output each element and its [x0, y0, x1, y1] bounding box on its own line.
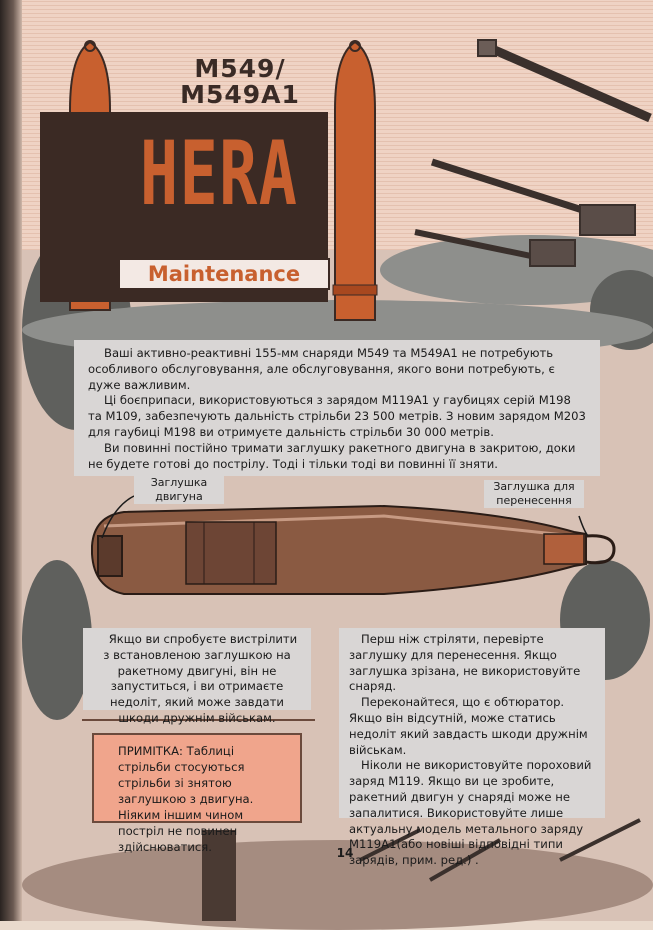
- right-paragraph-2: Переконайтеся, що є обтюратор. Якщо він відсутній, може статись недоліт який завдасть шкоди дружнім військам.: [349, 695, 588, 757]
- hera-title: HERA: [140, 122, 299, 225]
- intro-text-box: [74, 340, 600, 476]
- projectile-body: [92, 506, 586, 594]
- shell-right-icon: [333, 41, 377, 320]
- note-box: ПРИМІТКА: Таблиці стрільби стосуються стрільби зі знятою заглушкою з двигуна. Ніяким іншим чином постріл не повинен здійснюватися.: [92, 733, 302, 823]
- intro-paragraph-2: Ці боєприпаси, використовуються з зарядом M119A1 у гаубицях серій M198 та M109, забезпечують дальність стрільби 23 500 метрів. З новим зарядом M203 для гаубиці M198 ви отримуєте дальність стрільби 30 000 метрів.: [88, 393, 586, 439]
- model-line-2: M549A1: [180, 80, 300, 109]
- maintenance-label: Maintenance: [147, 262, 301, 286]
- intro-paragraph-3: Ви повинні постійно тримати заглушку ракетного двигуна в закритою, доки не будете готові до пострілу. Тоді і тільки тоді ви повинні її зняти.: [88, 440, 576, 471]
- projectile-diagram: [74, 476, 630, 626]
- howitzer-icon: [415, 40, 650, 266]
- motor-plug-icon: [98, 536, 122, 576]
- model-title: [165, 56, 315, 108]
- right-paragraph-1: Перш ніж стріляти, перевірте заглушку для перенесення. Якщо заглушка зрізана, не використовуйте снаряд.: [349, 632, 581, 694]
- right-paragraph-3: Ніколи не використовуйте пороховий заряд M119. Якщо ви це зробите, ракетний двигун у снаряді може не запалитися. Використовуйте лише актуальну модель метального заряду M119A1(або новіші відповідні типи зарядів, прим. ред.) .: [349, 758, 592, 868]
- left-paragraph-1: Якщо ви спробуєте вистрілити з встановленою заглушкою на ракетному двигуні, він не запуститься, і ви отримаєте недоліт, який може завдати шкоди дружнім військам.: [103, 632, 298, 725]
- motor-plug-label: Заглушка двигуна: [134, 476, 224, 504]
- page-number: 14: [336, 846, 354, 860]
- lifting-plug-label: Заглушка для перенесення: [484, 480, 584, 508]
- intro-paragraph-1: Ваші активно-реактивні 155-мм снаряди M549 та M549A1 не потребують особливого обслуговування, але обслуговування, якого вони потребують, є дуже важливим.: [88, 346, 555, 392]
- left-column-text: [83, 628, 311, 725]
- page-spine: [0, 0, 22, 921]
- model-line-1: M549/: [194, 54, 286, 83]
- lifting-plug-icon: [544, 534, 584, 564]
- maintenance-banner: [118, 258, 330, 290]
